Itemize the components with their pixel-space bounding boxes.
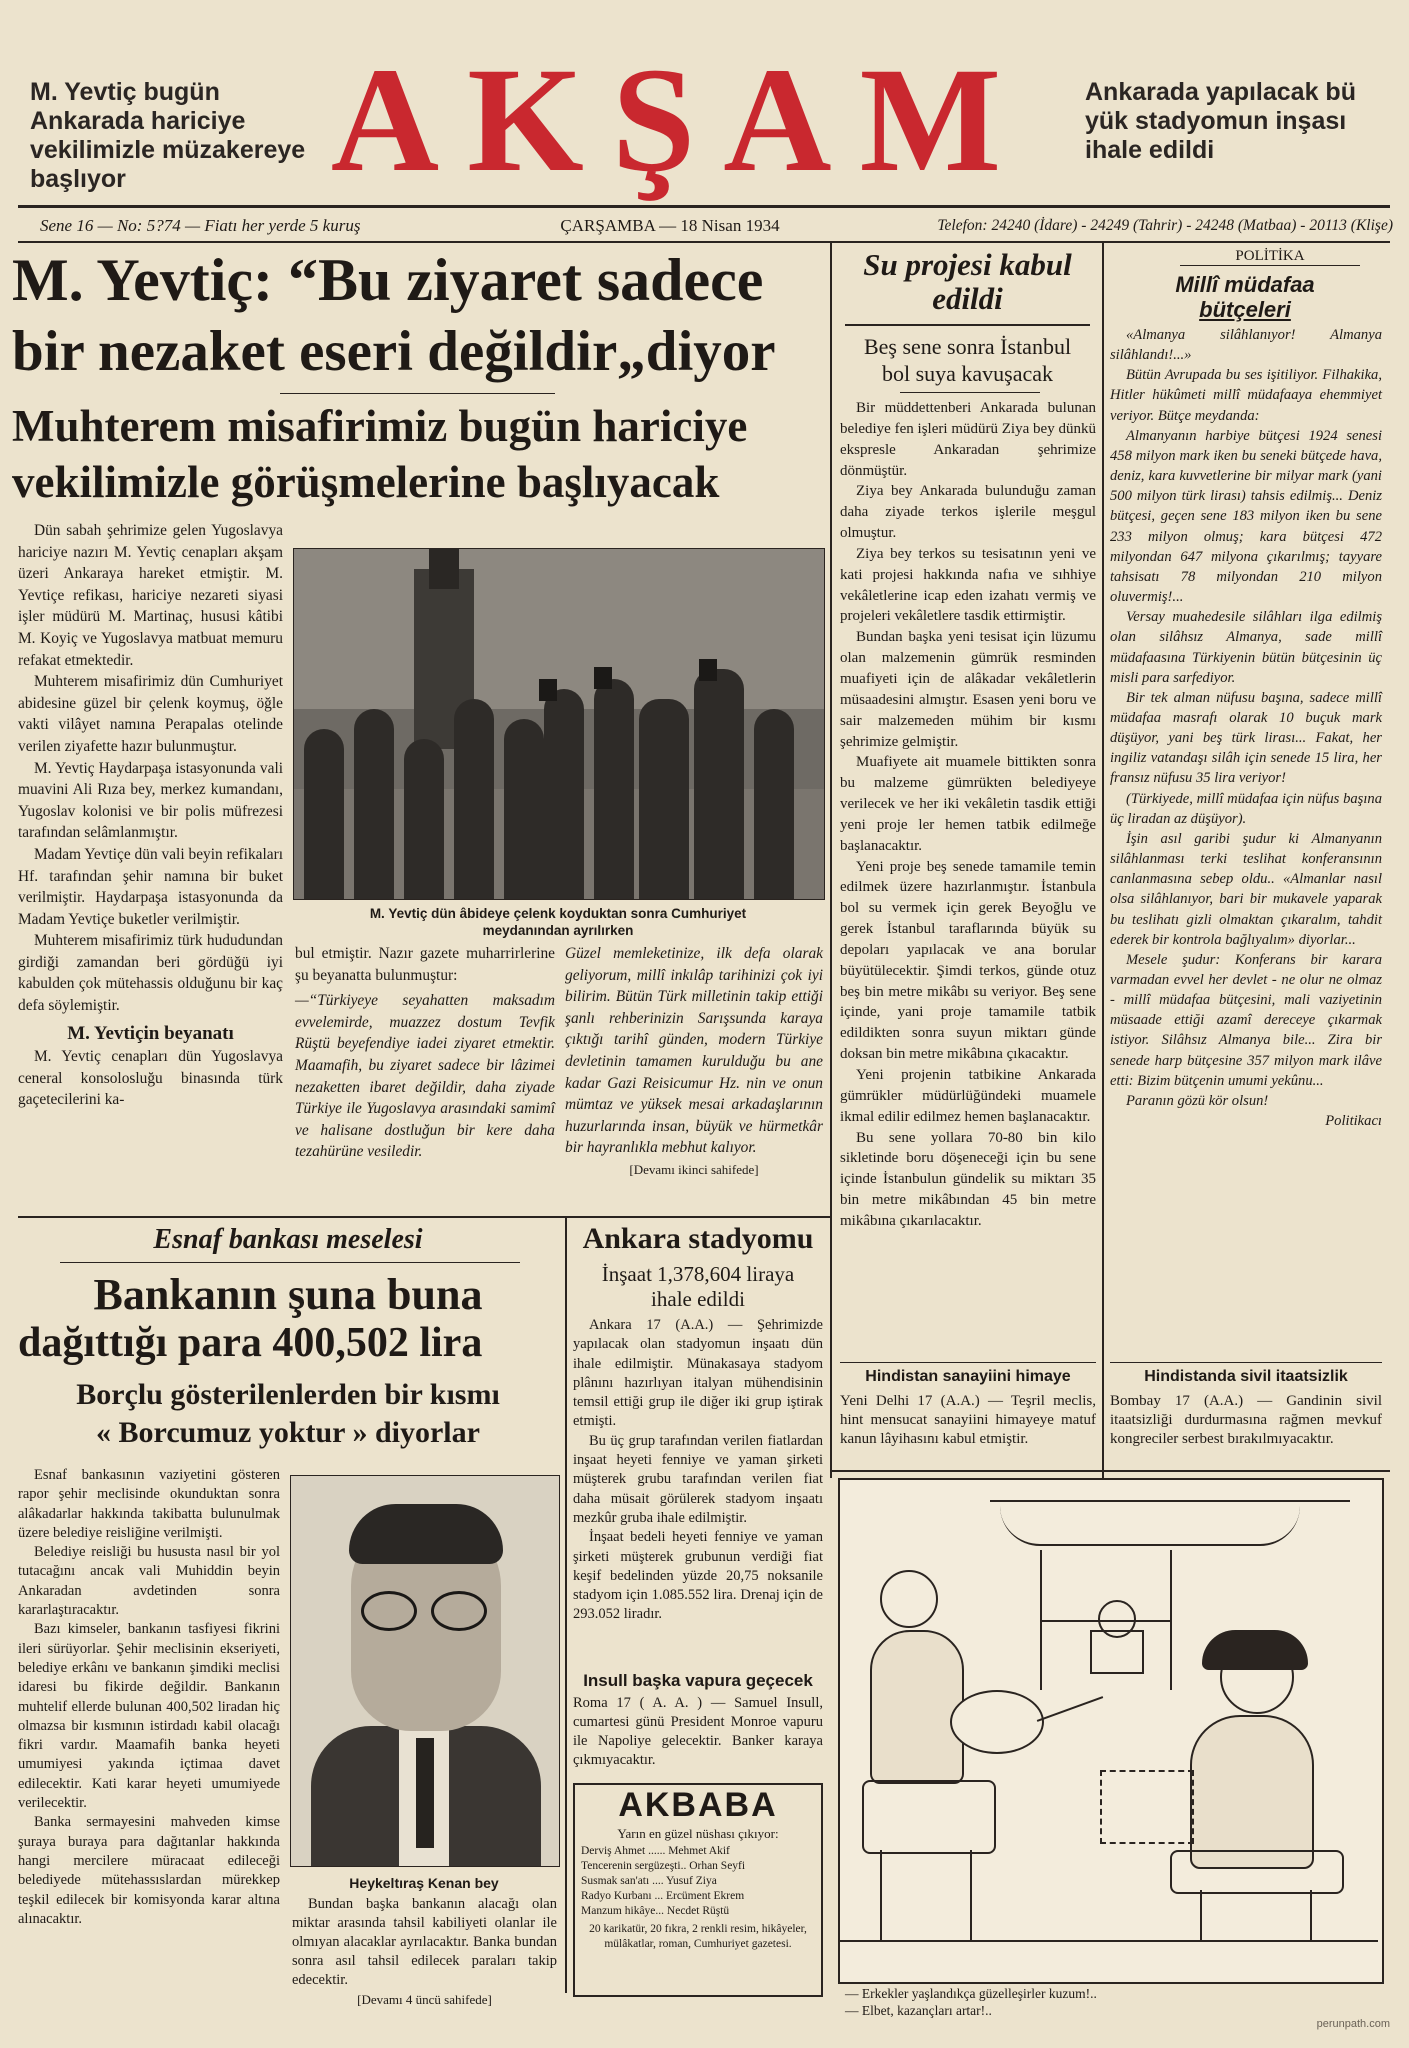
headline-rule <box>280 393 555 394</box>
deck-line: bol suya kavuşacak <box>881 361 1054 386</box>
dateline-rule <box>18 241 1390 243</box>
section-rule <box>832 1470 1390 1472</box>
paragraph: Bu üç grup tarafından verilen fiatlardan inşaat heyeti fenniye ve yaman şirketi müşterek grubu tarafından verilen fiat daha müsait görülerek stadyom inşaatı mezkûr gruba ihale edilmiştir. <box>573 1432 823 1526</box>
water-headline <box>840 248 1095 316</box>
akbaba-line: Radyo Kurbanı ... Ercüment Ekrem <box>581 1890 745 1902</box>
portrait-caption: Heykeltıraş Kenan bey <box>349 1875 499 1891</box>
main-story-left-column <box>18 520 283 1111</box>
paragraph: M. Yevtiç cenapları dün Yugoslavya ceneral konsolosluğu binasında türk gaçetecilerini ka- <box>18 1048 283 1109</box>
caption-line: meydanından ayrılırken <box>482 923 634 938</box>
paragraph: M. Yevtiç Haydarpaşa istasyonunda vali muavini Ali Rıza bey, merkez kumandanı, Yugoslav kolonisi ve bir polis müfrezesi tarafından selâmlanmıştır. <box>18 759 283 842</box>
politics-headline <box>1110 272 1380 322</box>
paragraph: Yeni proje beş senede tamamile temin edilmek üzere hazırlanmıştır. İstanbula bol su vermek için gerek Beyoğlu ve gerek İstanbul taraflarında büyük su depoları yapılacak ve ana borular büyütülecektir. Şimdi terkos, günde otuz beş bin metre mikâbı su veriyor. Beş sene içinde, yani proje tamamile tatbik edildikten sonra suyun miktarı günde doksan bin metre mikâbına çıkacaktır. <box>840 858 1096 1063</box>
section-rule <box>840 1362 1096 1363</box>
paragraph: Mesele şudur: Konferans bir karara varmadan evvel her devlet - ne olur ne olmaz - millî müdafaa bütçesini, mali vaziyetinin müsaade ettiği azamî dereceye çıkarmak istiyor. Silâhsız Almanya bile... Zira bir senede harp bütçesine 357 milyon mark ilâve etti: Bizim bütçenin umumi yekûnu... <box>1110 951 1382 1089</box>
india-disobedience-text: Bombay 17 (A.A.) — Gandinin sivil itaatsizliği durdurmasına rağmen mevkuf kongreciler serbest bırakılmıyacaktır. <box>1110 1393 1382 1447</box>
bank-story-body <box>18 1466 280 1929</box>
portrait-photo <box>290 1475 560 1867</box>
bank-story-column-2 <box>292 1895 557 2009</box>
paragraph: Dün sabah şehrimize gelen Yugoslavya hariciye nazırı M. Yevtiç cenapları akşam üzeri Ankaraya hareket etmiştir. M. Yevtiçe refikası, hariciye nezareti siyasi işler müdürü M. Martinaç, hususi kâtibi M. Koyiç ve Yugoslavya matbuat memuru refakat etmektedir. <box>18 522 283 669</box>
caption-line: — Erkekler yaşlandıkça güzelleşirler kuzum!.. <box>845 1986 1097 2001</box>
deck-line: ihale edildi <box>651 1287 745 1311</box>
section-rule <box>1110 1362 1382 1363</box>
ceremony-photo <box>293 548 825 900</box>
stadium-headline: Ankara stadyomu <box>582 1222 814 1255</box>
cartoon-caption <box>845 1985 1375 2019</box>
paragraph: «Almanya silâhlanıyor! Almanya silâhlandı!...» <box>1110 327 1382 364</box>
paragraph: Bir müddettenberi Ankarada bulunan belediye fen işleri müdürü Ziya bey dünkü ekspresle Ankaradan şehrimize dönmüştür. <box>840 400 1096 479</box>
column-rule <box>1102 243 1104 1478</box>
paragraph: bul etmiştir. Nazır gazete muharrirlerine şu beyanatta bulunmuştur: <box>295 945 555 984</box>
politics-body <box>1110 325 1382 1131</box>
paragraph: Bazı kimseler, bankanın tasfiyesi fikrini ileri sürüyorlar. Şehir meclisinin ekseriyeti, belediye erkânı ve bankanın şimdiki meclisi idaresi bu fikirde değildir. Bankanın muhtelif ellerde bulunan 400,502 liradan hiç olmazsa bir kısmının istirdadı kabil olacağı fikri vardır. Maamafih banka heyeti umumiyesi yakında içtimaa davet edilecektir. Kati karar heyeti umumiyede verilecektir. <box>18 1621 280 1812</box>
insull-headline: Insull başka vapura geçecek <box>583 1671 813 1690</box>
caption-line: — Elbet, kazançları artar!.. <box>845 2003 992 2018</box>
paragraph: Banka sermayesini mahveden kimse şuraya buraya para dağıtanlar hakkında hangi mercilere müracaat edileceği belediyede mütehassıslardan mürekkep teşkil edilecek bir komisyonda karar altına alınacaktır. <box>18 1814 280 1927</box>
paragraph: Muafiyete ait muamele bittikten sonra bu malzeme gümrükten belediyeye verilecek ve her iki vekâletin tasdik ettiği yeni proje ler hemen tatbik edilmeğe başlanacaktır. <box>840 754 1096 854</box>
akbaba-line: Tencerenin sergüzeşti.. Orhan Seyfi <box>581 1860 746 1872</box>
issue-info: Sene 16 — No: 5?74 — Fiatı her yerde 5 kuruş <box>40 216 361 235</box>
headline-rule <box>60 1262 520 1263</box>
deck-line: Beş sene sonra İstanbul <box>863 334 1072 359</box>
subhead: M. Yevtiçin beyanatı <box>67 1022 234 1044</box>
headline-rule <box>900 392 1040 393</box>
continued-note: [Devamı ikinci sahifede] <box>629 1161 759 1177</box>
water-deck <box>840 333 1095 387</box>
paragraph: Yeni projenin tatbikine Ankarada gümrükler müdürlüğündeki muamele ikmal edilir edilmez hemen başlanacaktır. <box>840 1067 1096 1125</box>
akbaba-line: Derviş Ahmet ...... Mehmet Akif <box>581 1845 730 1857</box>
continued-note: [Devamı 4 üncü sahifede] <box>357 1992 492 2007</box>
bank-deck-line1: Borçlu gösterilenlerden bir kısmı <box>76 1378 500 1411</box>
stadium-body <box>573 1316 823 1625</box>
main-headline-line2: bir nezaket eseri değildir„diyor <box>12 320 776 383</box>
paragraph: İnşaat bedeli heyeti fenniye ve yaman şirketi müşterek grubunun verdiği fiat keşif bedelinden yüzde 20,75 noksanile stadyom için 1.085.552 lira. Drenaj için de 293.052 liradır. <box>573 1529 823 1623</box>
paragraph: İşin asıl garibi şudur ki Almanyanın silâhlanması terki teslihat konferansının canlanmasına sebep oldu.. «Almanlar nasıl olsa silâhlanıyor, bari bir mukavele yaparak bu teslihatı gizli olmaktan çıkaralım, tahdit ederek bir kontrola bağlıyalım» diyorlar... <box>1110 830 1382 948</box>
section-rule <box>18 1216 830 1218</box>
cartoon-illustration <box>838 1478 1384 1984</box>
paragraph: Ankara 17 (A.A.) — Şehrimizde yapılacak olan stadyomun inşaatı dün ihale edilmiştir. Münakasaya stadyom plânını hazırlıyan italyan mühendisinin temsil ettiği grup ile diğer iki grup iştirak etmişti. <box>573 1317 823 1430</box>
deck-line: İnşaat 1,378,604 liraya <box>601 1262 795 1286</box>
headline-line: Su projesi kabul <box>863 247 1072 282</box>
akbaba-advertisement <box>573 1783 823 1997</box>
masthead-rule <box>18 205 1390 208</box>
paragraph: (Türkiyede, millî müdafaa için nüfus başına üç liradan az düşüyor). <box>1110 790 1382 827</box>
bank-headline-line1: Bankanın şuna buna <box>93 1270 483 1319</box>
paragraph: Madam Yevtiçe dün vali beyin refikaları Hf. tarafından şehir namına bir buket verilmiştir. Haydarpaşa istasyonunda da Madam Yevtiçe buketler verilmiştir. <box>18 845 283 928</box>
paragraph: Bir tek alman nüfusu başına, sadece millî müdafaa masrafı olarak 10 buçuk mark düşüyor, yani beş türk lirası... Fakat, her ingiliz vatandaşı silâh için senede 15 lira, her fransız nüfusu 35 lira veriyor! <box>1110 689 1382 787</box>
paragraph: Bu sene yollara 70-80 bin kilo sikletinde boru döşeneceği için bu sene içinde İstanbulun gündelik su miktarı 35 bin metre mikâbından 45 bin metre mikâbına çıkarılacaktır. <box>840 1129 1096 1229</box>
india-industry-headline: Hindistan sanayiini himaye <box>865 1368 1071 1385</box>
paragraph: Paranın gözü kör olsun! <box>1126 1092 1269 1109</box>
paragraph: Esnaf bankasının vaziyetini gösteren rapor şehir meclisinde okunduktan sonra alâkadarlar hakkında takibatta bulunulmak üzere belediye reisliğine verilmişti. <box>18 1467 280 1541</box>
masthead-tease-left: M. Yevtiç bugün Ankarada hariciye vekilimizle müzakereye başlıyor <box>30 78 306 193</box>
paragraph: —“Türkiyeye seyahatten maksadım evvelemirde, muazzez dostum Tevfik Rüştü beyefendiye iadei ziyaret etmektir. Maamafih, bu ziyaret sadece bir lâzimei nezaketten ibaret değildir, daha ziyade Türkiye ile Yugoslavya arasındaki samimî ve halisane dostluğun bir kere daha tezahürüne vesiledir. <box>295 992 555 1161</box>
paragraph: Versay muahedesile silâhları ilga edilmiş olan silâhsız Almanya, sade millî müdafaasına Türkiyenin bütün bütçesinin üç misli para sarfediyor. <box>1110 609 1382 686</box>
water-story-body <box>840 398 1096 1232</box>
masthead-tease-right: Ankarada yapılacak bü yük stadyomun inşası ihale edildi <box>1085 78 1356 164</box>
masthead-title: AKŞAM <box>330 37 1030 203</box>
headline-rule <box>845 324 1090 326</box>
akbaba-title: AKBABA <box>618 1786 778 1824</box>
phone-numbers: Telefon: 24240 (İdare) - 24249 (Tahrir) - 24248 (Matbaa) - 20113 (Klişe) <box>937 217 1393 234</box>
akbaba-line: Susmak san'atı .... Yusuf Ziya <box>581 1875 717 1887</box>
main-headline-line1: M. Yevtiç: “Bu ziyaret sadece <box>12 247 764 313</box>
ceremony-photo-caption <box>293 905 823 939</box>
column-rule <box>565 1218 567 1993</box>
paragraph: Muhterem misafirimiz dün Cumhuriyet abidesine güzel bir çelenk koymuş, öğle vakti vilâyet namına Perapalas otelinde verilen ziyafette hazır bulunmuştur. <box>18 673 283 755</box>
paragraph: Bundan başka yeni tesisat için lüzumu olan malzemenin gümrük resminden muafiyeti için de alâkadar vekâletlerin müsaadesini almıştır. Esasen yeni boru ve sair malzemeden mühim bir kısmı şehrimize gelmiştir. <box>840 629 1096 750</box>
paragraph: Belediye reisliği bu hususta nasıl bir yol tutacağını ancak vali Muhiddin beyin Ankaradan avdetinden sonra kararlaştıracaktır. <box>18 1544 280 1619</box>
bank-kicker: Esnaf bankası meselesi <box>153 1224 423 1255</box>
insull-text: Roma 17 ( A. A. ) — Samuel Insull, cumartesi günü President Monroe vapuru ile Napoliye gelecektir. Banker karaya çıkmıyacaktır. <box>573 1695 823 1768</box>
akbaba-contents <box>575 1842 821 1954</box>
paragraph: Almanyanın harbiye bütçesi 1924 senesi 458 milyon mark iken bu seneki bütçede hava, deniz, kara kuvvetlerine bir milyar mark (yani 500 milyon türk lirası) tahsis edilmiş... Deniz bütçesi, geçen sene 183 milyon iken bu sene 233 milyon olmuş; kara bütçesi 472 milyondan 647 milyona çıkarılmış; tayyare tahsisatı 78 milyondan 210 milyon oluvermiş!... <box>1110 427 1382 606</box>
issue-date: ÇARŞAMBA — 18 Nisan 1934 <box>560 216 780 235</box>
akbaba-line: Manzum hikâye... Necdet Rüştü <box>581 1905 730 1917</box>
main-story-column-2 <box>295 943 555 1163</box>
bank-deck-line2: « Borcumuz yoktur » diyorlar <box>96 1416 480 1449</box>
caption-line: M. Yevtiç dün âbideye çelenk koyduktan sonra Cumhuriyet <box>369 906 747 921</box>
stadium-deck <box>573 1262 823 1312</box>
headline-line: edildi <box>932 281 1003 316</box>
main-story-column-3 <box>565 943 823 1181</box>
akbaba-footer: 20 karikatür, 20 fıkra, 2 renkli resim, hikâyeler, mülâkatlar, roman, Cumhuriyet gazetesi. <box>589 1923 807 1950</box>
main-deck-line1: Muhterem misafirimiz bugün hariciye <box>12 401 748 451</box>
paragraph: Muhterem misafirimiz türk hududundan girdiği zamandan beri gördüğü iyi kabulden çok mütehassis olduğunu bir kaç defa söylemiştir. <box>18 932 283 1015</box>
akbaba-intro: Yarın en güzel nüshası çıkıyor: <box>617 1826 779 1841</box>
paragraph: Ziya bey terkos su tesisatının yeni ve kati projesi hakkında nafıa ve sıhhiye vekâletlerine icap eden izahatı vermiş ve projeleri vekâletlere tasdik ettirmiştir. <box>840 545 1096 625</box>
paragraph: Bütün Avrupada bu ses işitiliyor. Filhakika, Hitler hükûmeti millî müdafaaya ehemmiyet veriyor. Bütçe meydanda: <box>1110 367 1382 424</box>
india-disobedience-headline: Hindistanda sivil itaatsizlik <box>1144 1368 1348 1385</box>
paragraph: Bundan başka bankanın alacağı olan miktar arasında tahsil kabiliyeti olanlar ile olmıyan alacaklar ayrılacaktır. Banka bundan sonra asıl tahsil edilecek paraları takip edecektir. <box>292 1896 557 1988</box>
paragraph: Ziya bey Ankarada bulunduğu zaman daha ziyade terkos işlerile meşgul olmuştur. <box>840 483 1096 542</box>
signature: Politikacı <box>1325 1113 1382 1130</box>
main-deck-line2: vekilimizle görüşmelerine başlıyacak <box>12 457 720 507</box>
watermark: perunpath.com <box>1316 2018 1390 2030</box>
paragraph: Güzel memleketinize, ilk defa olarak geliyorum, millî inkılâp tarihinizi çok iyi bilirim. Bütün Türk milletinin takip ettiği şanlı rehberinizin Sarışsunda karaya çıktığı tarihî günden, modern Türkiye devletinin tamamen kurulduğu bu ane kadar Gazi Reisicumur Hz. nin ve onun mümtaz ve yüksek mesai arkadaşlarının huzurlarında insan, büyük ve hürmetkâr bir hayranlıkla mebhut kalıyor. <box>565 945 823 1157</box>
column-rule <box>830 243 832 1478</box>
india-industry-text: Yeni Delhi 17 (A.A.) — Teşril meclis, hint mensucat sanayiini himayeye matuf kanun lâyihasını kabul etmiştir. <box>840 1393 1096 1447</box>
bank-headline-line2: dağıttığı para 400,502 lira <box>18 1320 483 1366</box>
politics-label: POLİTİKA <box>1180 248 1360 266</box>
headline-line: Millî müdafaa <box>1175 272 1315 297</box>
headline-line: bütçeleri <box>1199 297 1291 322</box>
